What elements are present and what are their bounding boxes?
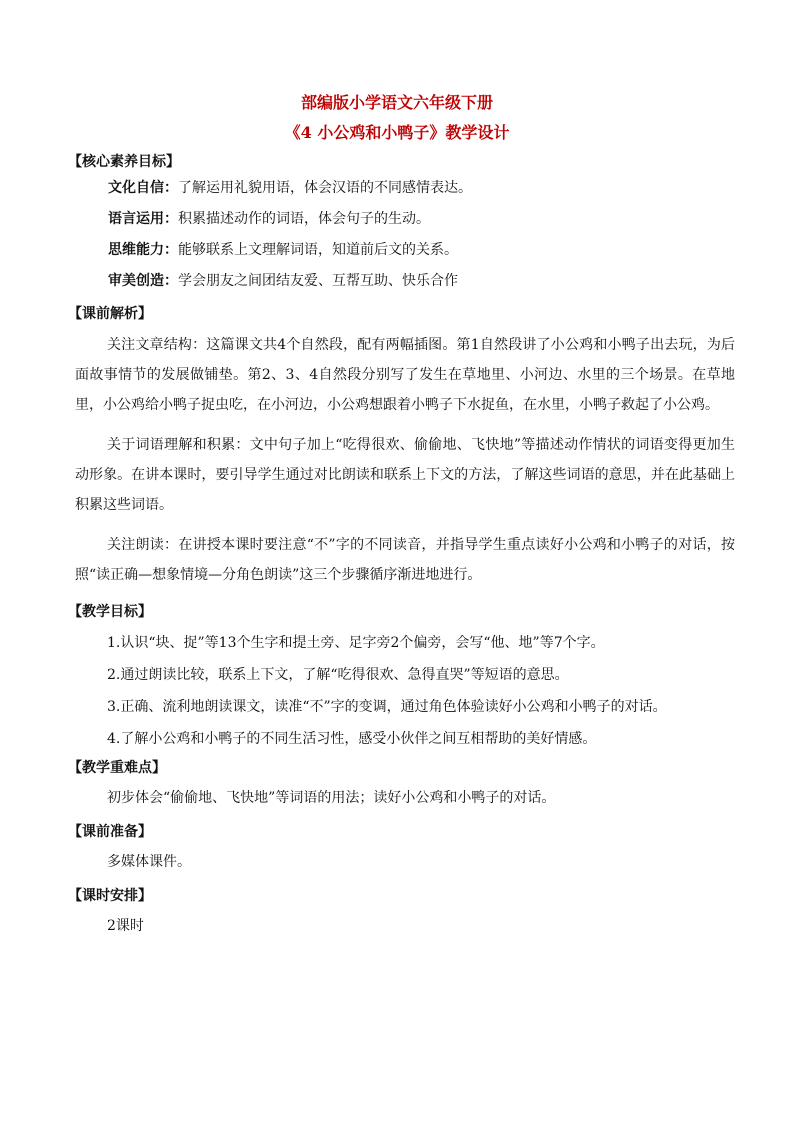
document-title xyxy=(0,88,794,148)
core-goal-label: 文化自信： xyxy=(108,180,178,196)
core-goal-text: 学会朋友之间团结友爱、互帮互助、快乐合作 xyxy=(178,273,458,289)
core-goal-text: 积累描述动作的词语，体会句子的生动。 xyxy=(178,211,430,227)
teaching-goal-item: 1.认识“块、捉”等13个生字和提土旁、足字旁2个偏旁，会写“他、地”等7个字。 xyxy=(107,635,605,651)
key-points-text: 初步体会“偷偷地、飞快地”等词语的用法；读好小公鸡和小鸭子的对话。 xyxy=(107,790,556,806)
section-heading-preparation: 【课前准备】 xyxy=(68,824,152,840)
core-goal-item xyxy=(108,240,735,260)
title-line-1: 部编版小学语文六年级下册 xyxy=(300,93,493,112)
section-heading-schedule: 【课时安排】 xyxy=(68,888,152,904)
core-goal-label: 语言运用： xyxy=(108,211,178,227)
core-goal-item xyxy=(108,209,735,229)
teaching-goal-item: 2.通过朗读比较，联系上下文，了解“吃得很欢、急得直哭”等短语的意思。 xyxy=(107,667,569,683)
analysis-paragraph: 关于词语理解和积累：文中句子加上“吃得很欢、偷偷地、飞快地”等描述动作情状的词语变得更加生动形象。在讲本课时，要引导学生通过对比朗读和联系上下文的方法，了解这些词语的意思，并在此基础上积累这些词语。 xyxy=(75,437,735,513)
section-heading-analysis: 【课前解析】 xyxy=(68,306,152,322)
section-heading-teaching-goals: 【教学目标】 xyxy=(68,604,152,620)
section-heading-key-points: 【教学重难点】 xyxy=(68,760,166,776)
core-goal-label: 思维能力： xyxy=(108,242,178,258)
preparation-text: 多媒体课件。 xyxy=(107,854,191,870)
analysis-paragraph: 关注朗读：在讲授本课时要注意“不”字的不同读音，并指导学生重点读好小公鸡和小鸭子的对话，按照“读正确—想象情境—分角色朗读”这三个步骤循序渐进地进行。 xyxy=(75,537,735,583)
teaching-goal-item: 4.了解小公鸡和小鸭子的不同生活习性，感受小伙伴之间互相帮助的美好情感。 xyxy=(107,731,597,747)
analysis-paragraph: 关注文章结构：这篇课文共4个自然段，配有两幅插图。第1自然段讲了小公鸡和小鸭子出去玩，为后面故事情节的发展做铺垫。第2、3、4自然段分别写了发生在草地里、小河边、水里的三个场景。在草地里，小公鸡给小鸭子捉虫吃，在小河边，小公鸡想跟着小鸭子下水捉鱼，在水里，小鸭子救起了小公鸡。 xyxy=(75,337,735,413)
schedule-text: 2课时 xyxy=(107,918,144,934)
teaching-goal-item: 3.正确、流利地朗读课文，读准“不”字的变调，通过角色体验读好小公鸡和小鸭子的对话。 xyxy=(107,699,667,715)
core-goal-label: 审美创造： xyxy=(108,273,178,289)
core-goal-item xyxy=(108,178,735,198)
document-body xyxy=(68,150,735,948)
title-line-2: 《4 小公鸡和小鸭子》教学设计 xyxy=(284,123,510,142)
core-goal-item xyxy=(108,271,735,291)
core-goal-text: 了解运用礼貌用语，体会汉语的不同感情表达。 xyxy=(178,180,472,196)
section-heading-core-goals: 【核心素养目标】 xyxy=(68,154,180,170)
core-goal-text: 能够联系上文理解词语，知道前后文的关系。 xyxy=(178,242,458,258)
